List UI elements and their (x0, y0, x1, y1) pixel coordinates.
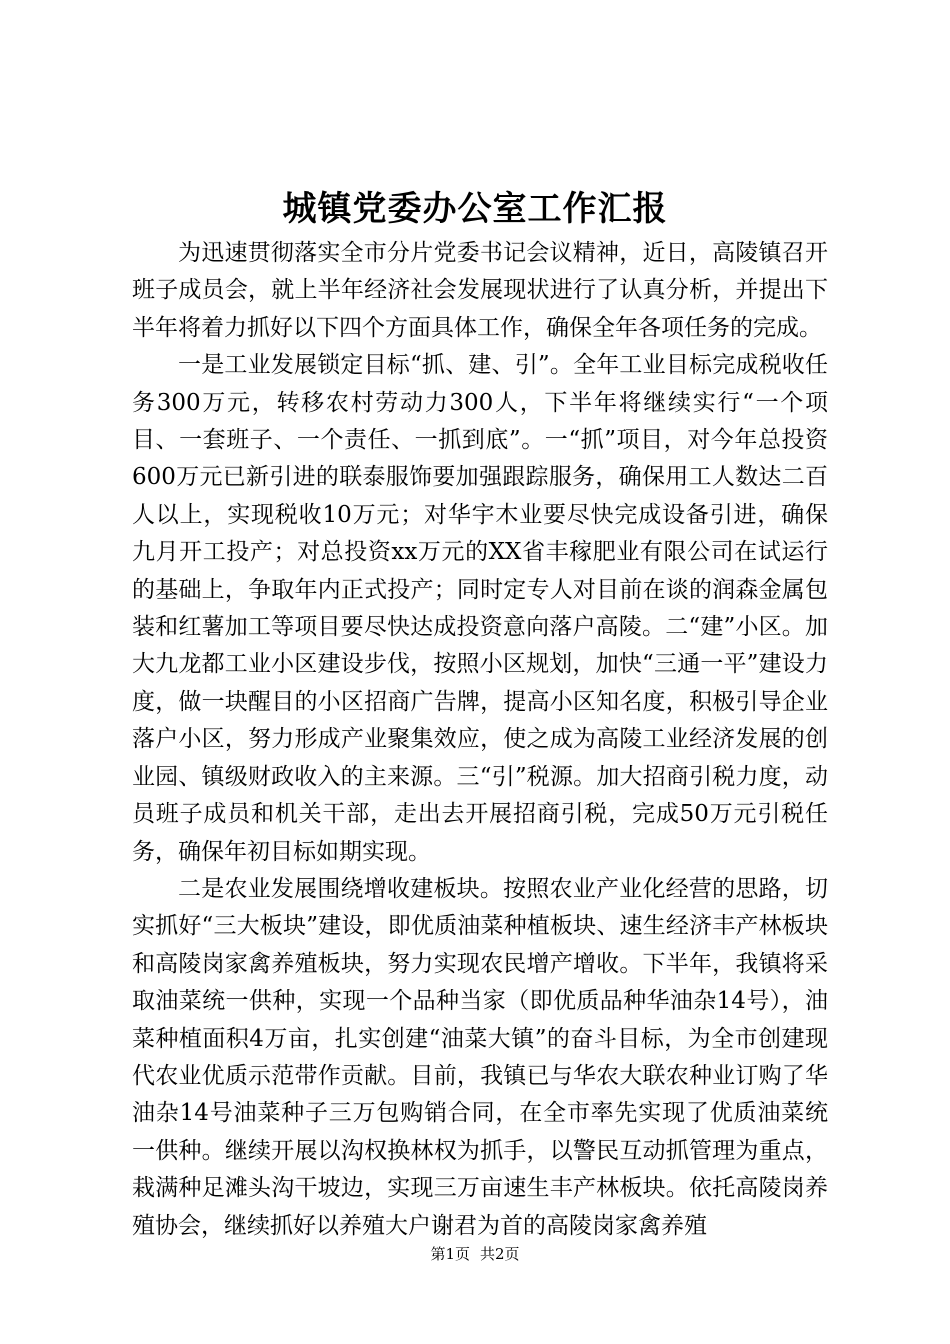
document-title: 城镇党委办公室工作汇报 (282, 189, 668, 229)
paragraph-industry: 一是工业发展锁定目标“抓、建、引”。全年工业目标完成税收任务300万元，转移农村劳动力300人，下半年将继续实行“一个项目、一套班子、一个责任、一抓到底”。一“抓”项目，对今年总投资600万元已新引进的联泰服饰要加强跟踪服务，确保用工人数达二百人以上，实现税收10万元；对华宇木业要尽快完成设备引进，确保九月开工投产；对总投资xx万元的XX省丰稼肥业有限公司在试运行的基础上，争取年内正式投产；同时定专人对目前在谈的润森金属包装和红薯加工等项目要尽快达成投资意向落户高陵。二“建”小区。加大九龙都工业小区建设步伐，按照小区规划，加快“三通一平”建设力度，做一块醒目的小区招商广告牌，提高小区知名度，积极引导企业落户小区，努力形成产业聚集效应，使之成为高陵工业经济发展的创业园、镇级财政收入的主来源。三“引”税源。加大招商引税力度，动员班子成员和机关干部，走出去开展招商引税，完成50万元引税任务，确保年初目标如期实现。 (132, 352, 828, 865)
document-body (132, 235, 828, 1245)
page-number: 第1页 (430, 1245, 470, 1263)
page-total: 共2页 (480, 1245, 520, 1263)
paragraph-intro: 为迅速贯彻落实全市分片党委书记会议精神，近日，高陵镇召开班子成员会，就上半年经济社会发展现状进行了认真分析，并提出下半年将着力抓好以下四个方面具体工作，确保全年各项任务的完成。 (132, 240, 828, 341)
page-footer (0, 1244, 950, 1264)
paragraph-agriculture: 二是农业发展围绕增收建板块。按照农业产业化经营的思路，切实抓好“三大板块”建设，即优质油菜种植板块、速生经济丰产林板块和高陵岗家禽养殖板块，努力实现农民增产增收。下半年，我镇将采取油菜统一供种，实现一个品种当家（即优质品种华油杂14号），油菜种植面积4万亩，扎实创建“油菜大镇”的奋斗目标，为全市创建现代农业优质示范带作贡献。目前，我镇已与华农大联农种业订购了华油杂14号油菜种子三万包购销合同，在全市率先实现了优质油菜统一供种。继续开展以沟权换林权为抓手，以警民互动抓管理为重点，栽满种足滩头沟干坡边，实现三万亩速生丰产林板块。依托高陵岗养殖协会，继续抓好以养殖大户谢君为首的高陵岗家禽养殖 (132, 875, 828, 1239)
